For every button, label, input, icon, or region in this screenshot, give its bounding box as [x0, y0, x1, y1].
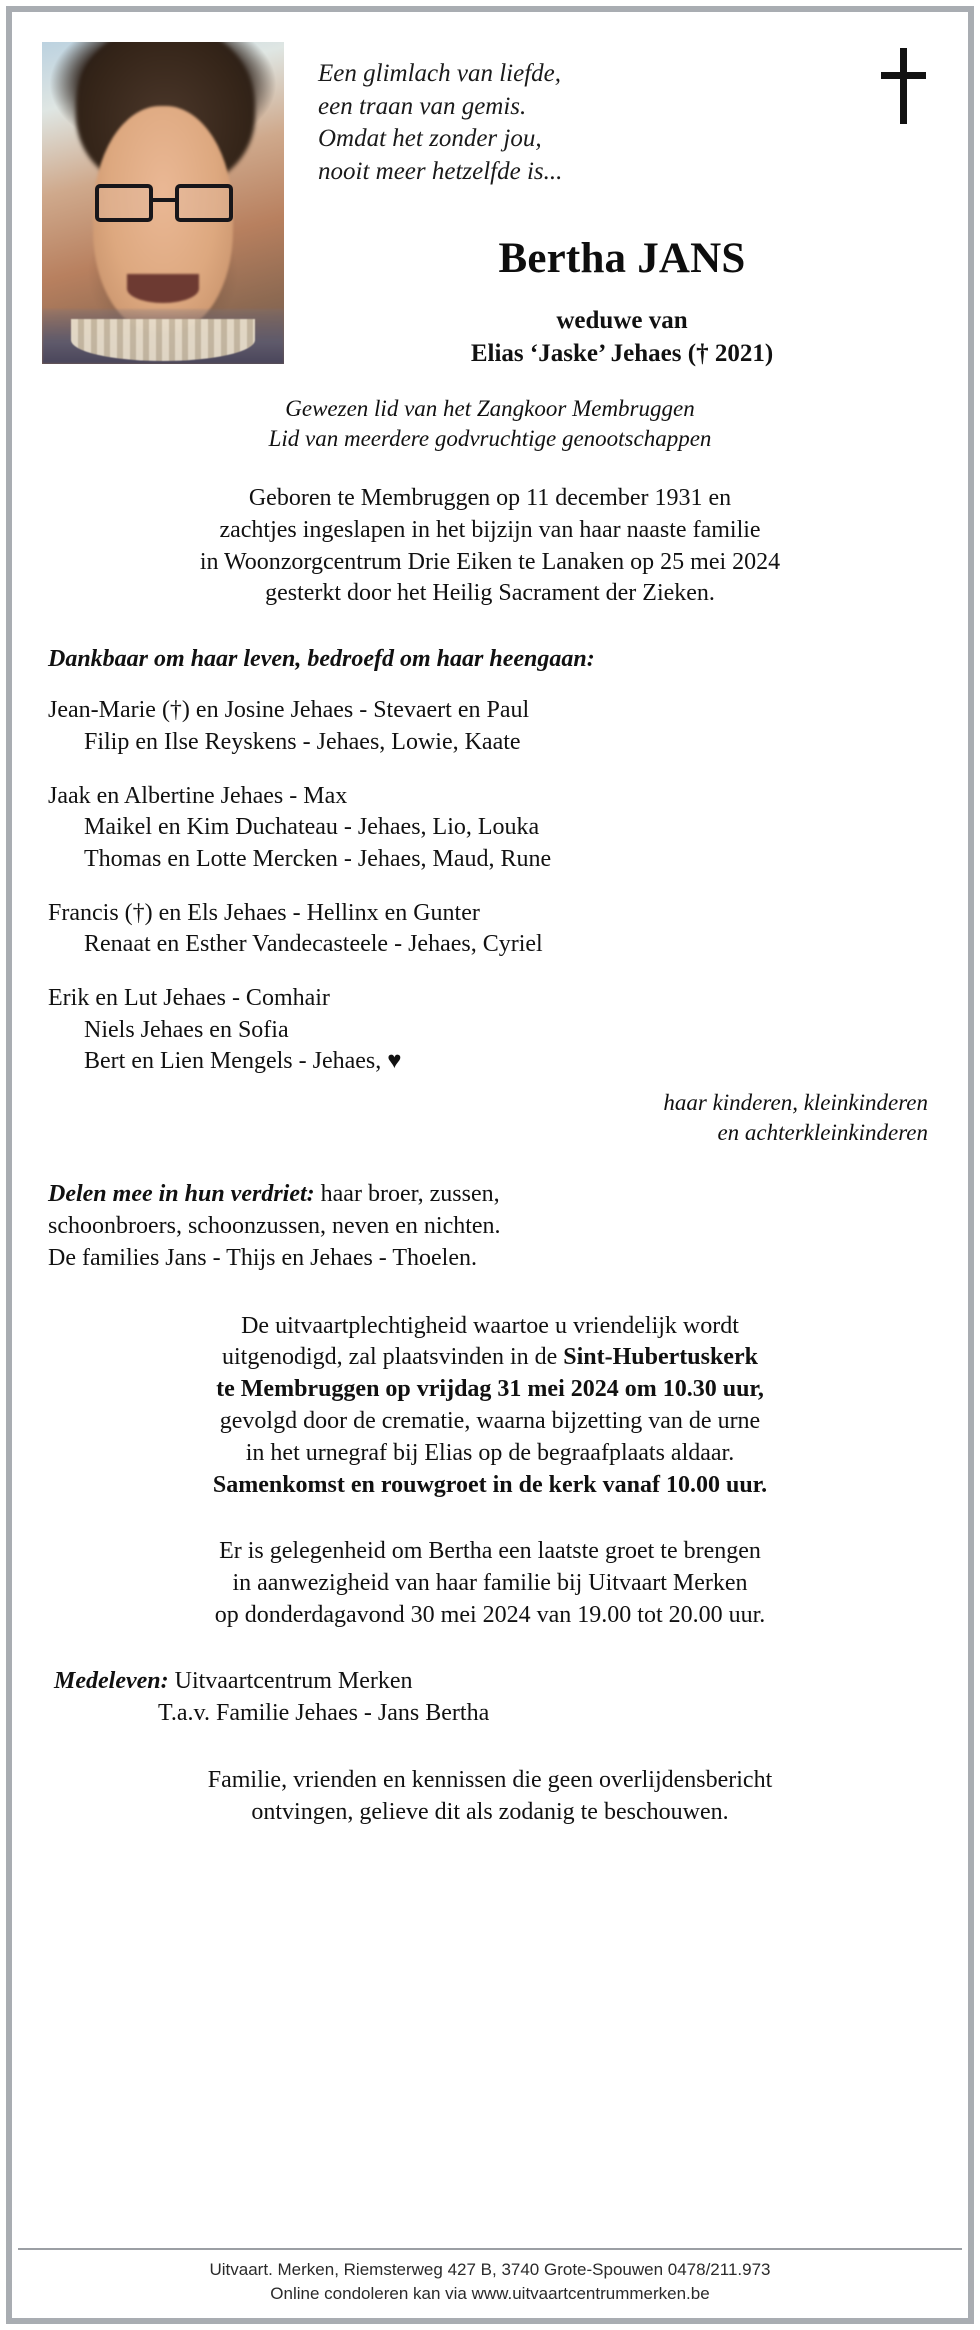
- poem-line-1: Een glimlach van liefde,: [318, 60, 561, 87]
- family-group: [48, 898, 932, 961]
- descendants-line-2: en achterkleinkinderen: [717, 1120, 928, 1146]
- sharing-grief-block: [48, 1179, 932, 1275]
- ceremony-line-2: [48, 1342, 932, 1374]
- sympathy-block: [48, 1666, 932, 1730]
- family-member-line: Bert en Lien Mengels - Jehaes, ♥: [84, 1048, 402, 1075]
- glasses-lens-left: [95, 184, 153, 223]
- life-line-4: gesterkt door het Heilig Sacrament der Zieken.: [265, 580, 715, 607]
- sharing-line-1: [48, 1179, 932, 1211]
- sharing-line-1-rest: haar broer, zussen,: [314, 1180, 500, 1207]
- card-content: [18, 18, 962, 2312]
- widow-label: weduwe van: [556, 307, 688, 334]
- memorial-poem: [314, 42, 930, 188]
- family-member-line: Erik en Lut Jehaes - Comhair: [48, 985, 330, 1012]
- glasses-lens-right: [175, 184, 233, 223]
- portrait-necklace: [71, 319, 255, 361]
- general-notice-block: [48, 1765, 932, 1829]
- footer-address-line: Uitvaart. Merken, Riemsterweg 427 B, 3740 Grote-Spouwen 0478/211.973: [209, 2260, 771, 2280]
- family-group: [48, 781, 932, 876]
- sharing-label: Delen mee in hun verdriet:: [48, 1180, 315, 1207]
- cross-horizontal-bar: [881, 72, 926, 79]
- card-header: [18, 18, 962, 370]
- sympathy-label: Medeleven:: [54, 1667, 169, 1694]
- ceremony-block: [48, 1311, 932, 1502]
- family-member-line: Thomas en Lotte Mercken - Jehaes, Maud, Rune: [84, 846, 552, 873]
- portrait-glasses: [95, 184, 233, 223]
- ceremony-line-2-normal: uitgenodigd, zal plaatsvinden in de: [222, 1344, 564, 1371]
- family-group: [48, 695, 932, 758]
- cross-vertical-bar: [900, 48, 907, 124]
- footer-condolence-line: Online condoleren kan via www.uitvaartcentrummerken.be: [270, 2284, 710, 2304]
- funeral-home-footer: [18, 2248, 962, 2312]
- sharing-line-3: De families Jans - Thijs en Jehaes - Thoelen.: [48, 1244, 477, 1271]
- ceremony-line-4: gevolgd door de crematie, waarna bijzetting van de urne: [219, 1408, 761, 1435]
- family-group: [48, 983, 932, 1078]
- header-text-column: [284, 42, 938, 370]
- grateful-heading: Dankbaar om haar leven, bedroefd om haar heengaan:: [48, 646, 595, 673]
- family-list: [48, 695, 932, 1078]
- family-member-line: Niels Jehaes en Sofia: [84, 1016, 289, 1043]
- membership-line-1: Gewezen lid van het Zangkoor Membruggen: [285, 396, 695, 421]
- gathering-time: Samenkomst en rouwgroet in de kerk vanaf 10.00 uur.: [212, 1472, 768, 1499]
- notice-line-1: Familie, vrienden en kennissen die geen overlijdensbericht: [207, 1767, 773, 1794]
- poem-line-2: een traan van gemis.: [318, 92, 527, 120]
- sympathy-line-1: [54, 1666, 932, 1698]
- ceremony-line-1: De uitvaartplechtigheid waartoe u vriendelijk wordt: [241, 1312, 739, 1339]
- family-member-line: Filip en Ilse Reyskens - Jehaes, Lowie, Kaate: [84, 729, 521, 756]
- ceremony-line-5: in het urnegraf bij Elias op de begraafplaats aldaar.: [245, 1440, 735, 1467]
- sharing-line-2: schoonbroers, schoonzussen, neven en nichten.: [48, 1212, 501, 1239]
- cross-icon: [876, 48, 930, 124]
- family-member-line: Renaat en Esther Vandecasteele - Jehaes, Cyriel: [84, 931, 543, 958]
- visitation-line-3: op donderdagavond 30 mei 2024 van 19.00 tot 20.00 uur.: [214, 1601, 766, 1628]
- family-member-line: Jean-Marie (†) en Josine Jehaes - Stevaert en Paul: [48, 697, 530, 724]
- notice-line-2: ontvingen, gelieve dit als zodanig te beschouwen.: [251, 1799, 729, 1826]
- life-line-2: zachtjes ingeslapen in het bijzijn van haar naaste familie: [219, 516, 761, 543]
- ceremony-line-3: [48, 1374, 932, 1406]
- sympathy-attention-line: T.a.v. Familie Jehaes - Jans Bertha: [158, 1699, 490, 1726]
- card-body: [18, 370, 962, 2248]
- visitation-line-2: in aanwezigheid van haar familie bij Uitvaart Merken: [232, 1569, 748, 1596]
- life-details-block: [48, 483, 932, 611]
- memberships-block: [48, 394, 932, 455]
- deceased-name: Bertha JANS: [498, 235, 746, 282]
- church-name: Sint-Hubertuskerk: [563, 1344, 758, 1371]
- family-member-line: Maikel en Kim Duchateau - Jehaes, Lio, Louka: [84, 814, 540, 841]
- visitation-line-1: Er is gelegenheid om Bertha een laatste groet te brengen: [219, 1537, 761, 1564]
- family-member-line: Jaak en Albertine Jehaes - Max: [48, 782, 348, 809]
- sympathy-value: Uitvaartcentrum Merken: [168, 1667, 413, 1694]
- poem-line-4: nooit meer hetzelfde is...: [318, 157, 563, 185]
- ceremony-datetime: te Membruggen op vrijdag 31 mei 2024 om 10.30 uur,: [216, 1376, 764, 1403]
- visitation-block: [48, 1536, 932, 1632]
- descendants-line-1: haar kinderen, kleinkinderen: [663, 1090, 928, 1116]
- portrait-photo: [42, 42, 284, 364]
- family-member-line: Francis (†) en Els Jehaes - Hellinx en Gunter: [48, 899, 480, 926]
- ceremony-line-6: [48, 1470, 932, 1502]
- portrait-smile: [127, 274, 200, 303]
- spouse-name: Elias ‘Jaske’ Jehaes († 2021): [470, 339, 774, 367]
- life-line-3: in Woonzorgcentrum Drie Eiken te Lanaken op 25 mei 2024: [199, 548, 781, 575]
- poem-line-3: Omdat het zonder jou,: [318, 125, 542, 152]
- widow-info: [314, 305, 930, 370]
- membership-line-2: Lid van meerdere godvruchtige genootschappen: [268, 426, 712, 452]
- glasses-bridge: [153, 198, 175, 202]
- life-line-1: Geboren te Membruggen op 11 december 1931 en: [248, 484, 732, 511]
- descendants-note: [48, 1088, 932, 1149]
